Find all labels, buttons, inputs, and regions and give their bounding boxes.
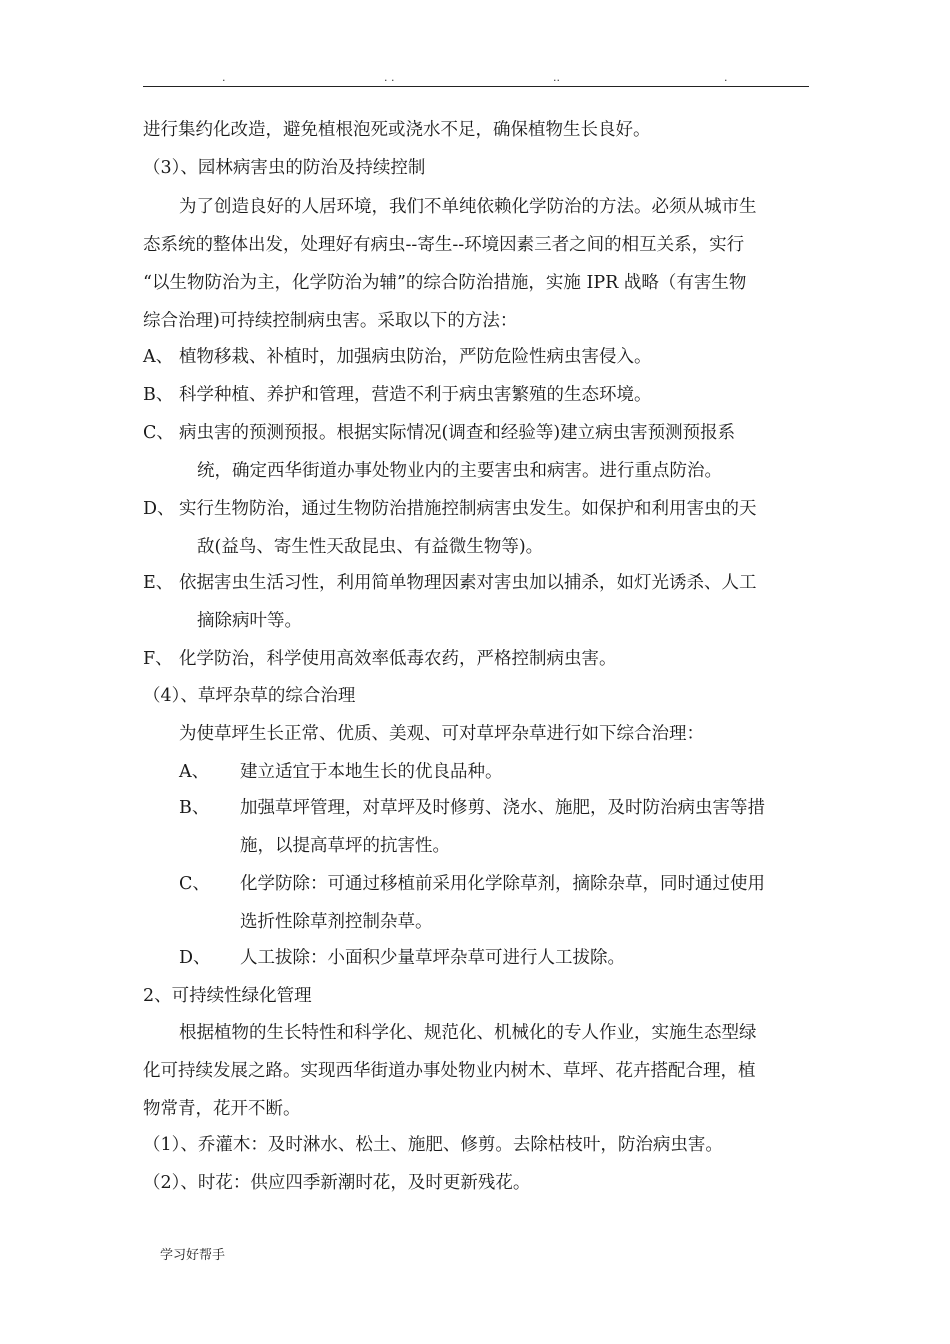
list-item: 人工拔除：小面积少量草坪杂草可进行人工拔除。 [240,948,625,968]
header-dot: . . [384,71,395,84]
header-dot: . [724,71,728,84]
list-marker: A、 [179,762,210,782]
list-marker: C、 [179,874,210,894]
paragraph-line: 化可持续发展之路。实现西华街道办事处物业内树木、草坪、花卉搭配合理，植 [143,1061,756,1081]
paragraph-line: 根据植物的生长特性和科学化、规范化、机械化的专人作业，实施生态型绿 [179,1023,757,1043]
list-marker: B、 [143,385,174,405]
paragraph-line: “以生物防治为主，化学防治为辅”的综合防治措施，实施 IPR 战略（有害生物 [143,273,747,293]
list-item-continuation: 摘除病叶等。 [197,611,302,631]
paragraph-line: 态系统的整体出发，处理好有病虫--寄生--环境因素三者之间的相互关系，实行 [143,235,745,255]
section-heading: （3）、园林病害虫的防治及持续控制 [143,158,426,178]
list-item: 科学种植、养护和管理，营造不利于病虫害繁殖的生态环境。 [179,385,652,405]
paragraph-line: （1）、乔灌木：及时淋水、松土、施肥、修剪。去除枯枝叶，防治病虫害。 [143,1135,723,1155]
paragraph-line: 物常青，花开不断。 [143,1099,301,1119]
paragraph-line: 为使草坪生长正常、优质、美观、可对草坪杂草进行如下综合治理： [179,724,704,744]
list-item-continuation: 施，以提高草坪的抗害性。 [240,836,450,856]
list-item: 依据害虫生活习性，利用简单物理因素对害虫加以捕杀，如灯光诱杀、人工 [179,573,757,593]
paragraph-line: 为了创造良好的人居环境，我们不单纯依赖化学防治的方法。必须从城市生 [179,197,757,217]
list-marker: C、 [143,423,174,443]
header-dot: .. [553,71,560,84]
list-item: 植物移栽、补植时，加强病虫防治，严防危险性病虫害侵入。 [179,347,652,367]
list-marker: D、 [143,499,175,519]
list-marker: A、 [143,347,174,367]
header-dot: . [222,71,226,84]
list-marker: D、 [179,948,211,968]
paragraph-line: 进行集约化改造，避免植根泡死或浇水不足，确保植物生长良好。 [143,120,651,140]
list-item-continuation: 敌(益鸟、寄生性天敌昆虫、有益微生物等)。 [197,537,544,557]
list-marker: E、 [143,573,174,593]
header-rule [143,86,809,87]
list-item: 实行生物防治，通过生物防治措施控制病害虫发生。如保护和利用害虫的天 [179,499,757,519]
list-item-continuation: 选折性除草剂控制杂草。 [240,912,433,932]
list-item: 化学防除：可通过移植前采用化学除草剂，摘除杂草，同时通过使用 [240,874,765,894]
list-item: 化学防治，科学使用高效率低毒农药，严格控制病虫害。 [179,649,617,669]
paragraph-line: （2）、时花：供应四季新潮时花，及时更新残花。 [143,1173,531,1193]
list-item: 加强草坪管理，对草坪及时修剪、浇水、施肥，及时防治病虫害等措 [240,798,765,818]
section-heading: 2、可持续性绿化管理 [143,986,312,1006]
section-heading: （4）、草坪杂草的综合治理 [143,686,356,706]
paragraph-line: 综合治理)可持续控制病虫害。采取以下的方法： [143,311,518,331]
list-item: 建立适宜于本地生长的优良品种。 [240,762,503,782]
list-marker: B、 [179,798,210,818]
footer-text: 学习好帮手 [160,1248,226,1263]
list-item-continuation: 统，确定西华街道办事处物业内的主要害虫和病害。进行重点防治。 [197,461,722,481]
list-marker: F、 [143,649,173,669]
list-item: 病虫害的预测预报。根据实际情况(调查和经验等)建立病虫害预测预报系 [179,423,736,443]
